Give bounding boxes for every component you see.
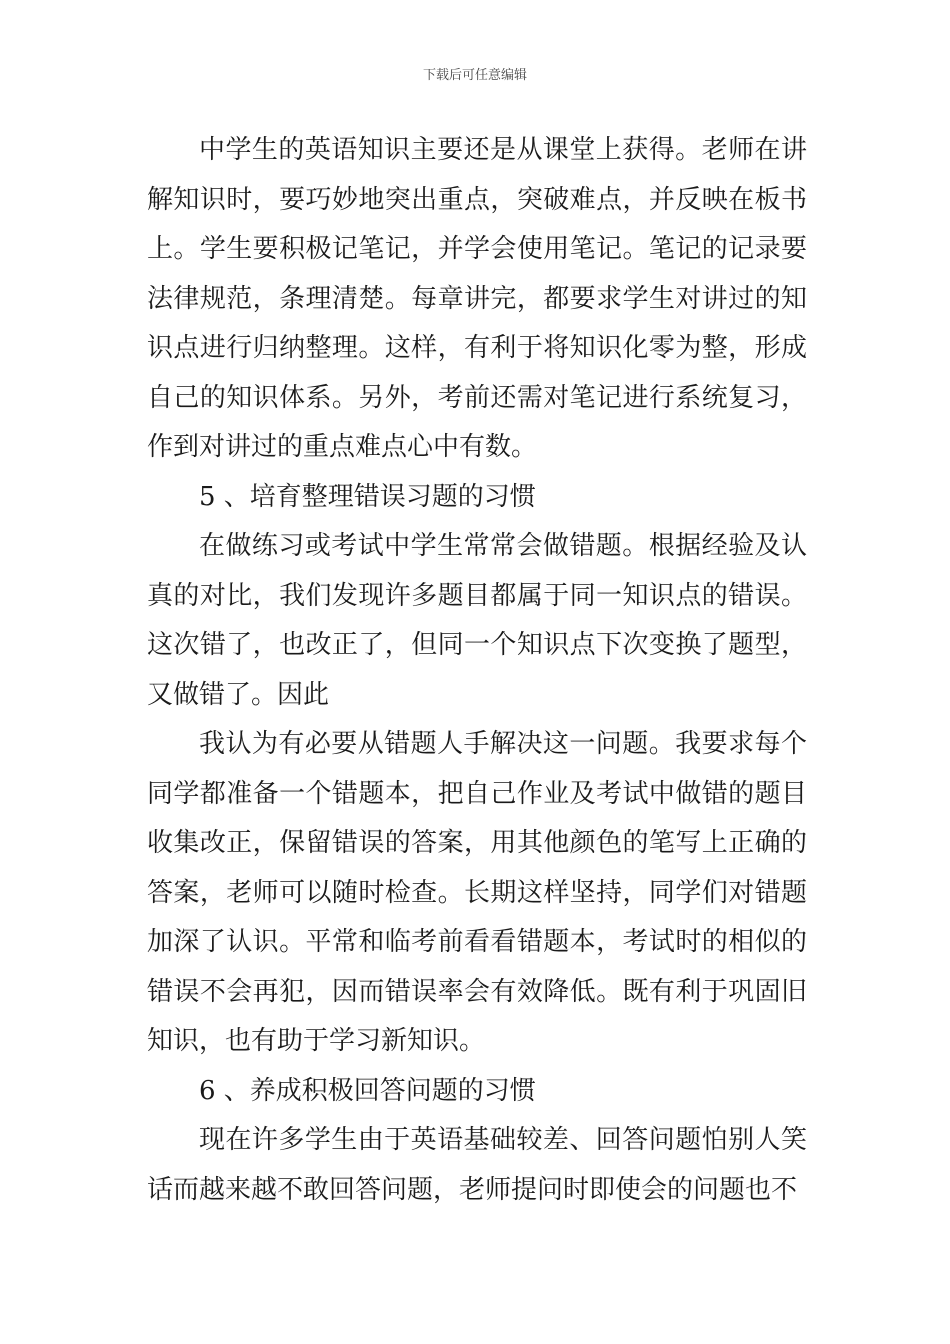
paragraph-notes: 中学生的英语知识主要还是从课堂上获得。老师在讲解知识时，要巧妙地突出重点，突破难点，并反映在板书上。学生要积极记笔记，并学会使用笔记。笔记的记录要法律规范，条理清楚。每章讲完，都要求学生对讲过的知识点进行归纳整理。这样，有利于将知识化零为整，形成自己的知识体系。另外，考前还需对笔记进行系统复习，作到对讲过的重点难点心中有数。 — [147, 135, 807, 462]
paragraph-answering: 现在许多学生由于英语基础较差、回答问题怕别人笑话而越来越不敢回答问题，老师提问时即使会的问题也不 — [147, 1125, 807, 1205]
page-header: 下载后可任意编辑 — [422, 68, 527, 83]
section-heading-5: 5 、培育整理错误习题的习惯 — [199, 481, 536, 512]
section-heading-6: 6 、养成积极回答问题的习惯 — [199, 1075, 536, 1106]
paragraph-error-notebook: 我认为有必要从错题人手解决这一问题。我要求每个同学都准备一个错题本，把自己作业及考试中做错的题目收集改正，保留错误的答案，用其他颜色的笔写上正确的答案，老师可以随时检查。长期这样坚持，同学们对错题加深了认识。平常和临考前看看错题本，考试时的相似的错误不会再犯，因而错误率会有效降低。既有利于巩固旧知识，也有助于学习新知识。 — [147, 729, 807, 1056]
paragraph-errors: 在做练习或考试中学生常常会做错题。根据经验及认真的对比，我们发现许多题目都属于同一知识点的错误。这次错了，也改正了，但同一个知识点下次变换了题型，又做错了。因此 — [147, 531, 807, 710]
document-body — [147, 126, 807, 1215]
